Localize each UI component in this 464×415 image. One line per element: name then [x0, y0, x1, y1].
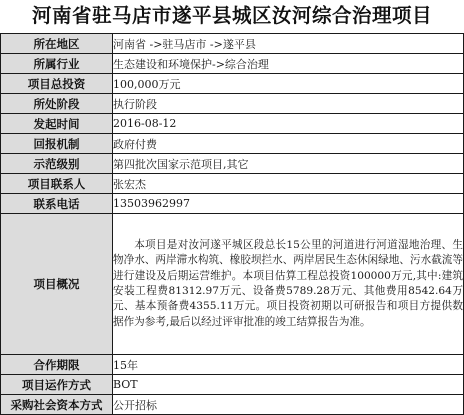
row-label: 合作期限: [1, 355, 113, 375]
row-value: 生态建设和环境保护->综合治理: [113, 54, 464, 74]
table-row-stage: [1, 94, 464, 114]
page-title: 河南省驻马店市遂平县城区汝河综合治理项目: [31, 4, 432, 27]
overview-text-cell: [113, 214, 464, 355]
table-row-operation-mode: [1, 375, 464, 395]
row-value: 第四批次国家示范项目,其它: [113, 154, 464, 174]
table-row-contact: [1, 174, 464, 194]
table-row-launch-date: [1, 114, 464, 134]
row-value: 15年: [113, 355, 464, 375]
row-label: 项目运作方式: [1, 375, 113, 395]
row-label: 所在地区: [1, 34, 113, 54]
row-label: 示范级别: [1, 154, 113, 174]
table-row-demo-level: [1, 154, 464, 174]
table-row-total-investment: [1, 74, 464, 94]
row-value: 河南省 ->驻马店市 ->遂平县: [113, 34, 464, 54]
row-label: 所属行业: [1, 54, 113, 74]
row-label: 联系电话: [1, 194, 113, 214]
row-label: 发起时间: [1, 114, 113, 134]
row-value: 2016-08-12: [113, 114, 464, 134]
row-value: 公开招标: [113, 395, 464, 415]
overview-text: 本项目是对汝河遂平城区段总长15公里的河道进行河道湿地治理、生物净水、两岸滞水构筑、橡胶坝拦水、两岸居民生态休闲绿地、污水截流等进行建设及后期运营维护。本项目估算工程总投资100000万元,其中:建筑安装工程费81312.97万元、设备费5789.28万元、其他费用8542.64万元、基本预备费4355.11万元。项目投资初期以可研报告和项目方提供数据作为参考,最后以经过评审批准的竣工结算报告为准。: [113, 238, 463, 328]
row-label: 项目总投资: [1, 74, 113, 94]
project-info-table: [0, 33, 464, 415]
table-row-region: [1, 34, 464, 54]
row-value: 政府付费: [113, 134, 464, 154]
table-row-cooperation-term: [1, 355, 464, 375]
row-value: 13503962997: [113, 194, 464, 214]
row-value: BOT: [113, 375, 464, 395]
row-value: 100,000万元: [113, 74, 464, 94]
table-row-phone: [1, 194, 464, 214]
table-row-industry: [1, 54, 464, 74]
table-row-overview: [1, 214, 464, 355]
row-label: 项目概况: [1, 214, 113, 355]
row-label: 采购社会资本方式: [1, 395, 113, 415]
row-label: 项目联系人: [1, 174, 113, 194]
row-value: 执行阶段: [113, 94, 464, 114]
row-label: 回报机制: [1, 134, 113, 154]
row-value: 张宏杰: [113, 174, 464, 194]
table-row-return-mechanism: [1, 134, 464, 154]
row-label: 所处阶段: [1, 94, 113, 114]
